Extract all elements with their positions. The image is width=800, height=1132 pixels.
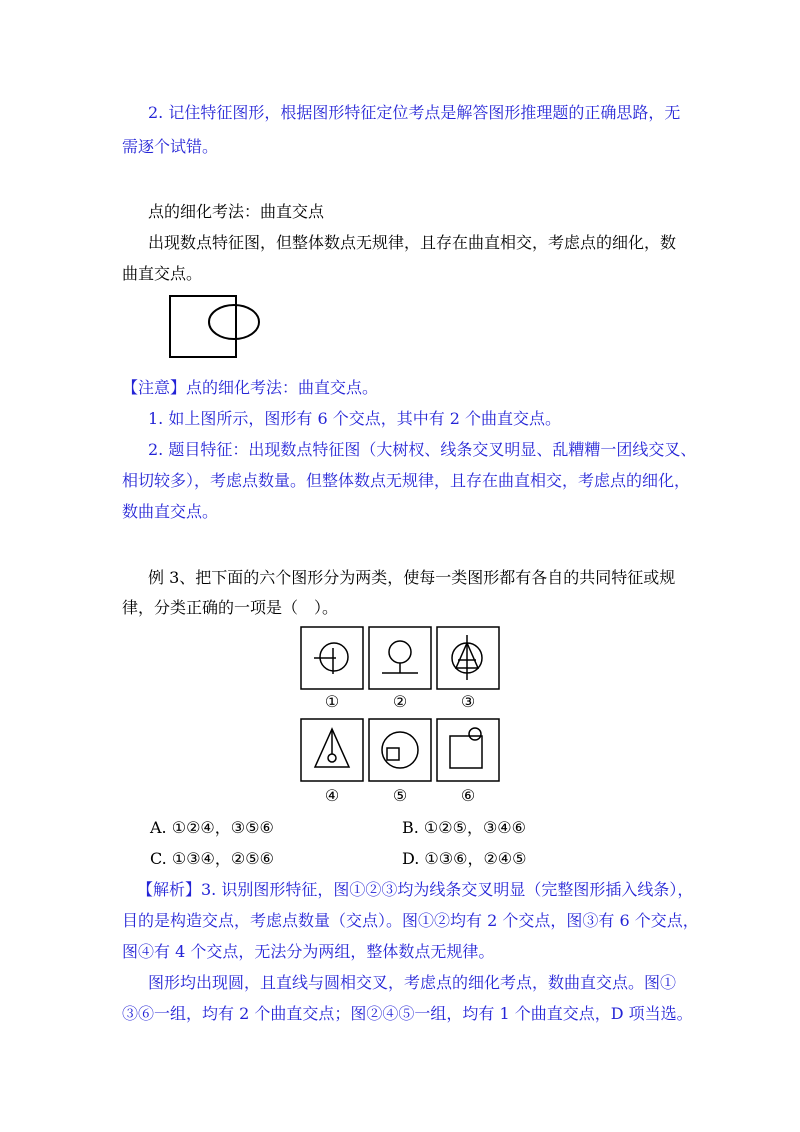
intro-line1: 出现数点特征图，但整体数点无规律，且存在曲直相交，考虑点的细化，数 [148,233,677,252]
figure-5 [368,718,432,782]
option-b: B. ①②⑤，③④⑥ [402,818,526,837]
intro-line2: 曲直交点。 [122,264,203,283]
analysis-line2: 目的是构造交点，考虑点数量（交点）。图①②均有 2 个交点，图③有 6 个交点， [122,911,699,930]
analysis-line5: ③⑥一组，均有 2 个曲直交点；图②④⑤一组，均有 1 个曲直交点，D 项当选。 [122,1004,693,1023]
option-a: A. ①②④，③⑤⑥ [150,818,274,837]
tip2-line2: 需逐个试错。 [122,137,219,156]
figure-label-2: ② [392,692,408,711]
option-d: D. ①③⑥，②④⑤ [402,849,527,868]
example-line1: 例 3、把下面的六个图形分为两类，使每一类图形都有各自的共同特征或规 [148,568,676,587]
tip2-line1: 2. 记住特征图形，根据图形特征定位考点是解答图形推理题的正确思路，无 [148,103,681,122]
analysis-line3: 图④有 4 个交点，无法分为两组，整体数点无规律。 [122,942,495,961]
note-title: 【注意】点的细化考法：曲直交点。 [122,378,379,397]
section-title: 点的细化考法：曲直交点 [148,202,325,221]
note-item-2-line2: 相切较多），考虑点数量。但整体数点无规律，且存在曲直相交，考虑点的细化， [122,471,691,490]
note-item-2-line1: 2. 题目特征：出现数点特征图（大树杈、线条交叉明显、乱糟糟一团线交叉、 [148,440,697,459]
note-item-1: 1. 如上图所示，图形有 6 个交点，其中有 2 个曲直交点。 [148,409,562,428]
figure-1 [300,626,364,690]
figure-label-5: ⑤ [392,786,408,805]
figure-6 [436,718,500,782]
analysis-line1: 【解析】3. 识别图形特征，图①②③均为线条交叉明显（完整图形插入线条）， [137,880,694,899]
option-c: C. ①③④，②⑤⑥ [150,849,274,868]
square-ellipse-diagram [168,294,264,360]
figure-2 [368,626,432,690]
analysis-line4: 图形均出现圆，且直线与圆相交叉，考虑点的细化考点，数曲直交点。图① [148,973,677,992]
figure-4 [300,718,364,782]
figure-3 [436,626,500,690]
figure-label-1: ① [324,692,340,711]
figure-label-6: ⑥ [460,786,476,805]
example-line2: 律，分类正确的一项是（ ）。 [122,598,339,617]
note-item-2-line3: 数曲直交点。 [122,502,219,521]
figure-label-3: ③ [460,692,476,711]
figure-label-4: ④ [324,786,340,805]
